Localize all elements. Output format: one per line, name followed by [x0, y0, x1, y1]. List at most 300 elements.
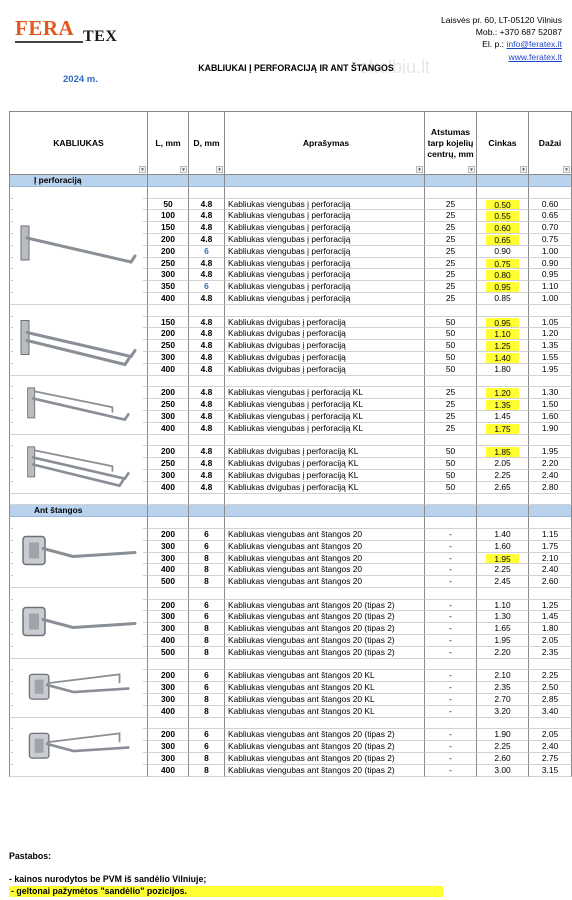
paint-price-cell[interactable]: 2.80 — [529, 482, 572, 494]
empty-cell[interactable] — [529, 305, 572, 317]
length-cell[interactable]: 400 — [148, 423, 189, 435]
empty-cell[interactable] — [189, 305, 225, 317]
paint-price-cell[interactable]: 1.95 — [529, 446, 572, 458]
empty-cell[interactable] — [189, 588, 225, 600]
diameter-cell[interactable]: 6 — [189, 541, 225, 553]
diameter-cell[interactable]: 4.8 — [189, 458, 225, 470]
filter-dropdown-icon[interactable]: ▾ — [563, 166, 570, 173]
diameter-cell[interactable]: 4.8 — [189, 352, 225, 364]
distance-cell[interactable]: 25 — [425, 258, 477, 270]
paint-price-cell[interactable]: 0.70 — [529, 222, 572, 234]
paint-price-cell[interactable]: 2.20 — [529, 458, 572, 470]
distance-cell[interactable]: 50 — [425, 352, 477, 364]
section-cell[interactable] — [148, 505, 189, 517]
paint-price-cell[interactable]: 1.35 — [529, 340, 572, 352]
section-cell[interactable] — [477, 175, 529, 187]
section-cell[interactable] — [189, 175, 225, 187]
distance-cell[interactable]: 25 — [425, 210, 477, 222]
col-header-paint[interactable]: Dažai ▾ — [529, 112, 572, 175]
description-cell[interactable]: Kabliukas viengubas į perforaciją — [225, 210, 425, 222]
empty-cell[interactable] — [529, 718, 572, 730]
description-cell[interactable]: Kabliukas viengubas ant štangos 20 KL — [225, 682, 425, 694]
zinc-price-cell[interactable] — [477, 387, 529, 399]
diameter-cell[interactable]: 8 — [189, 564, 225, 576]
zinc-price-cell[interactable] — [477, 364, 529, 376]
diameter-cell[interactable]: 8 — [189, 694, 225, 706]
empty-cell[interactable] — [477, 305, 529, 317]
diameter-cell[interactable]: 4.8 — [189, 210, 225, 222]
col-header-distance[interactable]: Atstumas tarp kojelių centrų, mm ▾ — [425, 112, 477, 175]
empty-cell[interactable] — [225, 517, 425, 529]
distance-cell[interactable]: - — [425, 765, 477, 777]
description-cell[interactable]: Kabliukas viengubas į perforaciją — [225, 269, 425, 281]
length-cell[interactable]: 250 — [148, 399, 189, 411]
section-cell[interactable] — [189, 505, 225, 517]
empty-cell[interactable] — [148, 659, 189, 671]
diameter-cell[interactable]: 4.8 — [189, 269, 225, 281]
paint-price-cell[interactable]: 0.60 — [529, 199, 572, 211]
empty-cell[interactable] — [529, 187, 572, 199]
empty-cell[interactable] — [189, 718, 225, 730]
distance-cell[interactable]: - — [425, 553, 477, 565]
section-cell[interactable] — [477, 505, 529, 517]
length-cell[interactable]: 300 — [148, 611, 189, 623]
diameter-cell[interactable]: 8 — [189, 635, 225, 647]
paint-price-cell[interactable]: 0.90 — [529, 258, 572, 270]
empty-cell[interactable] — [225, 187, 425, 199]
distance-cell[interactable]: 50 — [425, 328, 477, 340]
paint-price-cell[interactable]: 1.95 — [529, 364, 572, 376]
diameter-cell[interactable]: 8 — [189, 647, 225, 659]
zinc-price-cell[interactable] — [477, 694, 529, 706]
length-cell[interactable]: 250 — [148, 458, 189, 470]
paint-price-cell[interactable]: 2.75 — [529, 753, 572, 765]
paint-price-cell[interactable]: 3.15 — [529, 765, 572, 777]
diameter-cell[interactable]: 6 — [189, 600, 225, 612]
empty-cell[interactable] — [477, 588, 529, 600]
col-header-diameter[interactable]: D, mm ▾ — [189, 112, 225, 175]
length-cell[interactable]: 400 — [148, 364, 189, 376]
diameter-cell[interactable]: 4.8 — [189, 317, 225, 329]
length-cell[interactable]: 100 — [148, 210, 189, 222]
description-cell[interactable]: Kabliukas viengubas ant štangos 20 (tipas 2) — [225, 611, 425, 623]
zinc-price-cell[interactable] — [477, 470, 529, 482]
description-cell[interactable]: Kabliukas viengubas ant štangos 20 — [225, 541, 425, 553]
zinc-price-cell[interactable] — [477, 564, 529, 576]
empty-cell[interactable] — [425, 435, 477, 447]
zinc-price-cell[interactable] — [477, 222, 529, 234]
length-cell[interactable]: 300 — [148, 411, 189, 423]
length-cell[interactable]: 200 — [148, 328, 189, 340]
distance-cell[interactable]: - — [425, 753, 477, 765]
description-cell[interactable]: Kabliukas dvigubas į perforaciją — [225, 317, 425, 329]
zinc-price-cell[interactable] — [477, 458, 529, 470]
empty-cell[interactable] — [148, 494, 189, 506]
empty-cell[interactable] — [477, 718, 529, 730]
distance-cell[interactable]: - — [425, 694, 477, 706]
distance-cell[interactable]: 50 — [425, 446, 477, 458]
paint-price-cell[interactable]: 2.85 — [529, 694, 572, 706]
diameter-cell[interactable]: 6 — [189, 729, 225, 741]
paint-price-cell[interactable]: 2.40 — [529, 564, 572, 576]
empty-cell[interactable] — [225, 588, 425, 600]
paint-price-cell[interactable]: 1.25 — [529, 600, 572, 612]
description-cell[interactable]: Kabliukas viengubas ant štangos 20 — [225, 564, 425, 576]
zinc-price-cell[interactable] — [477, 647, 529, 659]
distance-cell[interactable]: 25 — [425, 411, 477, 423]
length-cell[interactable]: 200 — [148, 246, 189, 258]
length-cell[interactable]: 200 — [148, 670, 189, 682]
empty-cell[interactable] — [529, 659, 572, 671]
description-cell[interactable]: Kabliukas viengubas ant štangos 20 (tipas 2) — [225, 623, 425, 635]
length-cell[interactable]: 300 — [148, 694, 189, 706]
paint-price-cell[interactable]: 1.05 — [529, 317, 572, 329]
empty-cell[interactable] — [477, 435, 529, 447]
length-cell[interactable]: 300 — [148, 553, 189, 565]
zinc-price-cell[interactable] — [477, 281, 529, 293]
distance-cell[interactable]: - — [425, 611, 477, 623]
description-cell[interactable]: Kabliukas dvigubas į perforaciją KL — [225, 458, 425, 470]
zinc-price-cell[interactable] — [477, 529, 529, 541]
empty-cell[interactable] — [148, 435, 189, 447]
empty-cell[interactable] — [225, 305, 425, 317]
zinc-price-cell[interactable] — [477, 541, 529, 553]
zinc-price-cell[interactable] — [477, 399, 529, 411]
length-cell[interactable]: 300 — [148, 753, 189, 765]
zinc-price-cell[interactable] — [477, 199, 529, 211]
zinc-price-cell[interactable] — [477, 210, 529, 222]
length-cell[interactable]: 500 — [148, 576, 189, 588]
description-cell[interactable]: Kabliukas viengubas į perforaciją KL — [225, 399, 425, 411]
zinc-price-cell[interactable] — [477, 340, 529, 352]
diameter-cell[interactable]: 6 — [189, 670, 225, 682]
empty-cell[interactable] — [477, 376, 529, 388]
zinc-price-cell[interactable] — [477, 423, 529, 435]
description-cell[interactable]: Kabliukas viengubas ant štangos 20 (tipas 2) — [225, 765, 425, 777]
diameter-cell[interactable]: 4.8 — [189, 234, 225, 246]
length-cell[interactable]: 300 — [148, 741, 189, 753]
length-cell[interactable]: 300 — [148, 541, 189, 553]
paint-price-cell[interactable]: 1.55 — [529, 352, 572, 364]
paint-price-cell[interactable]: 1.75 — [529, 541, 572, 553]
zinc-price-cell[interactable] — [477, 682, 529, 694]
empty-cell[interactable] — [529, 376, 572, 388]
length-cell[interactable]: 200 — [148, 600, 189, 612]
description-cell[interactable]: Kabliukas viengubas ant štangos 20 (tipas 2) — [225, 600, 425, 612]
length-cell[interactable]: 300 — [148, 352, 189, 364]
description-cell[interactable]: Kabliukas dvigubas į perforaciją — [225, 328, 425, 340]
empty-cell[interactable] — [425, 305, 477, 317]
empty-cell[interactable] — [148, 305, 189, 317]
distance-cell[interactable]: 25 — [425, 234, 477, 246]
distance-cell[interactable]: - — [425, 670, 477, 682]
diameter-cell[interactable]: 4.8 — [189, 328, 225, 340]
distance-cell[interactable]: - — [425, 600, 477, 612]
empty-cell[interactable] — [529, 435, 572, 447]
length-cell[interactable]: 250 — [148, 258, 189, 270]
empty-cell[interactable] — [148, 517, 189, 529]
empty-cell[interactable] — [225, 494, 425, 506]
section-cell[interactable] — [425, 505, 477, 517]
distance-cell[interactable]: - — [425, 564, 477, 576]
filter-dropdown-icon[interactable]: ▾ — [180, 166, 187, 173]
description-cell[interactable]: Kabliukas viengubas ant štangos 20 — [225, 553, 425, 565]
zinc-price-cell[interactable] — [477, 234, 529, 246]
distance-cell[interactable]: - — [425, 623, 477, 635]
paint-price-cell[interactable]: 1.00 — [529, 293, 572, 305]
paint-price-cell[interactable]: 2.05 — [529, 729, 572, 741]
distance-cell[interactable]: 50 — [425, 364, 477, 376]
paint-price-cell[interactable]: 2.10 — [529, 553, 572, 565]
email-link[interactable]: info@feratex.lt — [506, 39, 562, 50]
empty-cell[interactable] — [477, 494, 529, 506]
distance-cell[interactable]: 25 — [425, 423, 477, 435]
paint-price-cell[interactable]: 1.15 — [529, 529, 572, 541]
zinc-price-cell[interactable] — [477, 482, 529, 494]
distance-cell[interactable]: - — [425, 529, 477, 541]
zinc-price-cell[interactable] — [477, 741, 529, 753]
section-cell[interactable] — [529, 175, 572, 187]
empty-cell[interactable] — [477, 659, 529, 671]
description-cell[interactable]: Kabliukas viengubas į perforaciją KL — [225, 411, 425, 423]
zinc-price-cell[interactable] — [477, 623, 529, 635]
distance-cell[interactable]: 25 — [425, 387, 477, 399]
distance-cell[interactable]: 25 — [425, 293, 477, 305]
length-cell[interactable]: 300 — [148, 623, 189, 635]
diameter-cell[interactable]: 4.8 — [189, 364, 225, 376]
paint-price-cell[interactable]: 2.05 — [529, 635, 572, 647]
description-cell[interactable]: Kabliukas viengubas į perforaciją — [225, 234, 425, 246]
paint-price-cell[interactable]: 0.75 — [529, 234, 572, 246]
section-cell[interactable] — [425, 175, 477, 187]
empty-cell[interactable] — [225, 435, 425, 447]
empty-cell[interactable] — [225, 376, 425, 388]
length-cell[interactable]: 150 — [148, 317, 189, 329]
description-cell[interactable]: Kabliukas viengubas į perforaciją — [225, 258, 425, 270]
description-cell[interactable]: Kabliukas viengubas į perforaciją — [225, 199, 425, 211]
zinc-price-cell[interactable] — [477, 352, 529, 364]
col-header-zinc[interactable]: Cinkas ▾ — [477, 112, 529, 175]
website-link[interactable]: www.feratex.lt — [508, 51, 562, 62]
length-cell[interactable]: 500 — [148, 647, 189, 659]
col-header-kabliukas[interactable]: KABLIUKAS ▾ — [9, 112, 148, 175]
length-cell[interactable]: 250 — [148, 340, 189, 352]
distance-cell[interactable]: 50 — [425, 470, 477, 482]
zinc-price-cell[interactable] — [477, 670, 529, 682]
zinc-price-cell[interactable] — [477, 446, 529, 458]
diameter-cell[interactable]: 6 — [189, 682, 225, 694]
section-cell[interactable] — [225, 505, 425, 517]
description-cell[interactable]: Kabliukas dvigubas į perforaciją KL — [225, 482, 425, 494]
diameter-cell[interactable]: 8 — [189, 753, 225, 765]
empty-cell[interactable] — [477, 517, 529, 529]
description-cell[interactable]: Kabliukas viengubas į perforaciją KL — [225, 387, 425, 399]
empty-cell[interactable] — [148, 187, 189, 199]
filter-dropdown-icon[interactable]: ▾ — [468, 166, 475, 173]
length-cell[interactable]: 200 — [148, 387, 189, 399]
distance-cell[interactable]: - — [425, 635, 477, 647]
length-cell[interactable]: 400 — [148, 706, 189, 718]
length-cell[interactable]: 400 — [148, 765, 189, 777]
length-cell[interactable]: 400 — [148, 635, 189, 647]
length-cell[interactable]: 50 — [148, 199, 189, 211]
filter-dropdown-icon[interactable]: ▾ — [416, 166, 423, 173]
paint-price-cell[interactable]: 2.40 — [529, 741, 572, 753]
paint-price-cell[interactable]: 2.60 — [529, 576, 572, 588]
description-cell[interactable]: Kabliukas viengubas į perforaciją — [225, 293, 425, 305]
filter-dropdown-icon[interactable]: ▾ — [139, 166, 146, 173]
length-cell[interactable]: 400 — [148, 564, 189, 576]
paint-price-cell[interactable]: 1.90 — [529, 423, 572, 435]
zinc-price-cell[interactable] — [477, 553, 529, 565]
empty-cell[interactable] — [425, 517, 477, 529]
length-cell[interactable]: 300 — [148, 682, 189, 694]
length-cell[interactable]: 350 — [148, 281, 189, 293]
diameter-cell[interactable]: 4.8 — [189, 423, 225, 435]
diameter-cell[interactable]: 4.8 — [189, 387, 225, 399]
empty-cell[interactable] — [425, 659, 477, 671]
distance-cell[interactable]: 50 — [425, 317, 477, 329]
zinc-price-cell[interactable] — [477, 258, 529, 270]
diameter-cell[interactable]: 6 — [189, 281, 225, 293]
description-cell[interactable]: Kabliukas viengubas į perforaciją — [225, 246, 425, 258]
filter-dropdown-icon[interactable]: ▾ — [216, 166, 223, 173]
description-cell[interactable]: Kabliukas viengubas ant štangos 20 KL — [225, 670, 425, 682]
diameter-cell[interactable]: 8 — [189, 765, 225, 777]
length-cell[interactable]: 200 — [148, 234, 189, 246]
zinc-price-cell[interactable] — [477, 611, 529, 623]
distance-cell[interactable]: 25 — [425, 269, 477, 281]
empty-cell[interactable] — [425, 187, 477, 199]
distance-cell[interactable]: - — [425, 541, 477, 553]
distance-cell[interactable]: 25 — [425, 281, 477, 293]
distance-cell[interactable]: - — [425, 682, 477, 694]
diameter-cell[interactable]: 4.8 — [189, 482, 225, 494]
zinc-price-cell[interactable] — [477, 328, 529, 340]
diameter-cell[interactable]: 6 — [189, 611, 225, 623]
paint-price-cell[interactable]: 3.40 — [529, 706, 572, 718]
empty-cell[interactable] — [529, 517, 572, 529]
zinc-price-cell[interactable] — [477, 246, 529, 258]
zinc-price-cell[interactable] — [477, 635, 529, 647]
distance-cell[interactable]: 25 — [425, 199, 477, 211]
paint-price-cell[interactable]: 1.30 — [529, 387, 572, 399]
paint-price-cell[interactable]: 1.45 — [529, 611, 572, 623]
paint-price-cell[interactable]: 2.40 — [529, 470, 572, 482]
paint-price-cell[interactable]: 1.10 — [529, 281, 572, 293]
diameter-cell[interactable]: 4.8 — [189, 470, 225, 482]
description-cell[interactable]: Kabliukas dvigubas į perforaciją — [225, 364, 425, 376]
diameter-cell[interactable]: 4.8 — [189, 340, 225, 352]
filter-dropdown-icon[interactable]: ▾ — [520, 166, 527, 173]
empty-cell[interactable] — [529, 494, 572, 506]
zinc-price-cell[interactable] — [477, 729, 529, 741]
description-cell[interactable]: Kabliukas dvigubas į perforaciją — [225, 352, 425, 364]
description-cell[interactable]: Kabliukas dvigubas į perforaciją — [225, 340, 425, 352]
zinc-price-cell[interactable] — [477, 706, 529, 718]
zinc-price-cell[interactable] — [477, 765, 529, 777]
diameter-cell[interactable]: 6 — [189, 529, 225, 541]
empty-cell[interactable] — [225, 718, 425, 730]
empty-cell[interactable] — [529, 588, 572, 600]
empty-cell[interactable] — [425, 494, 477, 506]
length-cell[interactable]: 200 — [148, 729, 189, 741]
distance-cell[interactable]: - — [425, 729, 477, 741]
distance-cell[interactable]: 25 — [425, 222, 477, 234]
section-cell[interactable] — [148, 175, 189, 187]
description-cell[interactable]: Kabliukas viengubas ant štangos 20 (tipas 2) — [225, 647, 425, 659]
zinc-price-cell[interactable] — [477, 269, 529, 281]
diameter-cell[interactable]: 8 — [189, 623, 225, 635]
description-cell[interactable]: Kabliukas viengubas ant štangos 20 (tipas 2) — [225, 753, 425, 765]
empty-cell[interactable] — [425, 718, 477, 730]
length-cell[interactable]: 150 — [148, 222, 189, 234]
paint-price-cell[interactable]: 0.95 — [529, 269, 572, 281]
empty-cell[interactable] — [225, 659, 425, 671]
zinc-price-cell[interactable] — [477, 753, 529, 765]
paint-price-cell[interactable]: 2.35 — [529, 647, 572, 659]
col-header-description[interactable]: Aprašymas ▾ — [225, 112, 425, 175]
distance-cell[interactable]: 50 — [425, 482, 477, 494]
empty-cell[interactable] — [148, 718, 189, 730]
distance-cell[interactable]: 25 — [425, 399, 477, 411]
paint-price-cell[interactable]: 2.50 — [529, 682, 572, 694]
description-cell[interactable]: Kabliukas viengubas ant štangos 20 KL — [225, 694, 425, 706]
empty-cell[interactable] — [189, 376, 225, 388]
zinc-price-cell[interactable] — [477, 317, 529, 329]
diameter-cell[interactable]: 4.8 — [189, 399, 225, 411]
diameter-cell[interactable]: 8 — [189, 553, 225, 565]
empty-cell[interactable] — [189, 517, 225, 529]
diameter-cell[interactable]: 4.8 — [189, 293, 225, 305]
empty-cell[interactable] — [148, 588, 189, 600]
description-cell[interactable]: Kabliukas viengubas ant štangos 20 (tipas 2) — [225, 741, 425, 753]
description-cell[interactable]: Kabliukas viengubas į perforaciją — [225, 222, 425, 234]
description-cell[interactable]: Kabliukas viengubas ant štangos 20 — [225, 529, 425, 541]
description-cell[interactable]: Kabliukas dvigubas į perforaciją KL — [225, 470, 425, 482]
col-header-length[interactable]: L, mm ▾ — [148, 112, 189, 175]
diameter-cell[interactable]: 4.8 — [189, 199, 225, 211]
section-cell[interactable] — [529, 505, 572, 517]
diameter-cell[interactable]: 4.8 — [189, 258, 225, 270]
empty-cell[interactable] — [425, 376, 477, 388]
diameter-cell[interactable]: 6 — [189, 741, 225, 753]
distance-cell[interactable]: 50 — [425, 340, 477, 352]
length-cell[interactable]: 200 — [148, 446, 189, 458]
distance-cell[interactable]: - — [425, 576, 477, 588]
paint-price-cell[interactable]: 0.65 — [529, 210, 572, 222]
description-cell[interactable]: Kabliukas viengubas ant štangos 20 — [225, 576, 425, 588]
description-cell[interactable]: Kabliukas viengubas ant štangos 20 (tipas 2) — [225, 729, 425, 741]
diameter-cell[interactable]: 4.8 — [189, 411, 225, 423]
distance-cell[interactable]: - — [425, 741, 477, 753]
empty-cell[interactable] — [425, 588, 477, 600]
length-cell[interactable]: 400 — [148, 293, 189, 305]
distance-cell[interactable]: 25 — [425, 246, 477, 258]
paint-price-cell[interactable]: 1.20 — [529, 328, 572, 340]
description-cell[interactable]: Kabliukas viengubas į perforaciją KL — [225, 423, 425, 435]
empty-cell[interactable] — [189, 187, 225, 199]
empty-cell[interactable] — [9, 494, 148, 506]
diameter-cell[interactable]: 8 — [189, 576, 225, 588]
length-cell[interactable]: 300 — [148, 470, 189, 482]
length-cell[interactable]: 200 — [148, 529, 189, 541]
empty-cell[interactable] — [148, 376, 189, 388]
distance-cell[interactable]: - — [425, 647, 477, 659]
diameter-cell[interactable]: 8 — [189, 706, 225, 718]
paint-price-cell[interactable]: 1.80 — [529, 623, 572, 635]
paint-price-cell[interactable]: 1.60 — [529, 411, 572, 423]
